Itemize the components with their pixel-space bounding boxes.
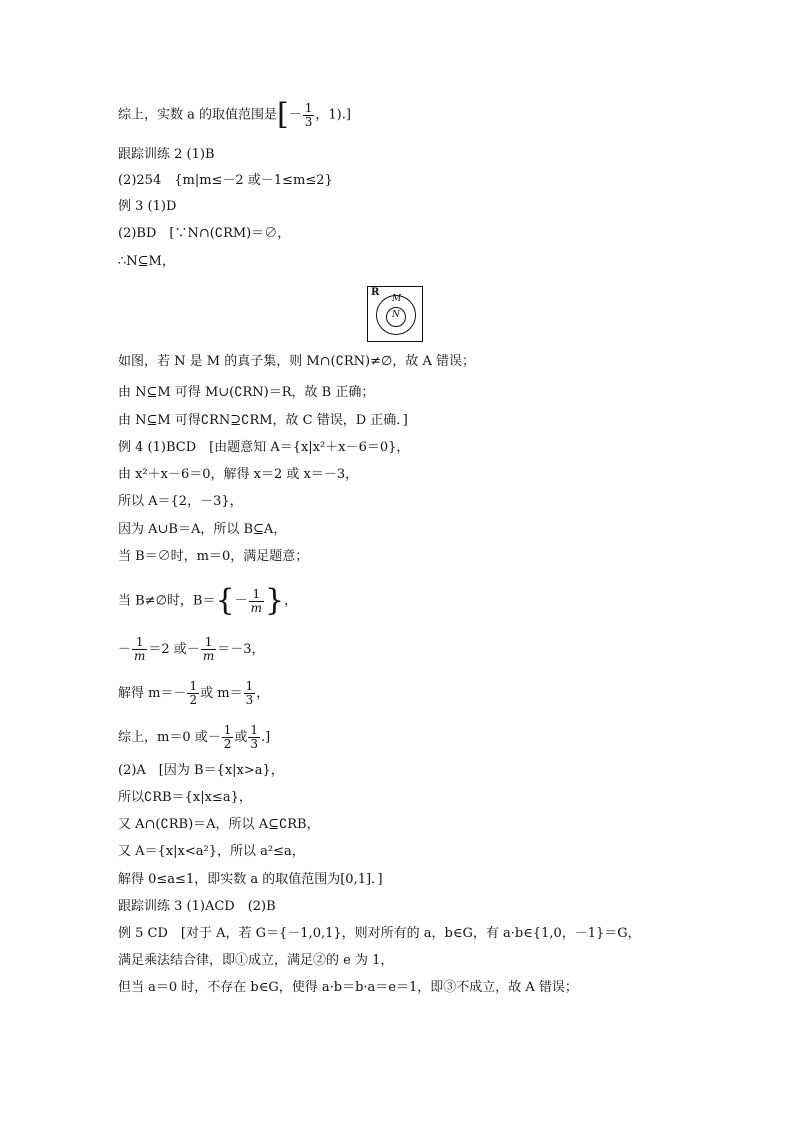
line-8: 由 N⊆M 可得 M∪(∁RN)＝R，故 B 正确； [118, 385, 375, 400]
line-4: 例 3 (1)D [118, 199, 177, 214]
line-14: 当 B＝∅时，m＝0，满足题意； [118, 549, 309, 564]
line-27: 但当 a＝0 时，不存在 b∈G，使得 a·b＝b·a＝e＝1，即③不成立，故 A 错误； [118, 980, 578, 995]
line-7: 如图，若 N 是 M 的真子集，则 M∩(∁RN)≠∅，故 A 错误； [118, 354, 475, 369]
line-24: 跟踪训练 3 (1)ACD (2)B [118, 899, 276, 914]
line-21: 又 A∩(∁RB)＝A，所以 A⊆∁RB， [118, 817, 320, 832]
venn-universe-label: R [371, 287, 380, 298]
line-5: (2)BD [∵N∩(∁RM)＝∅， [118, 226, 291, 241]
fraction: $\frac{1}{m}$ [202, 635, 215, 663]
venn-outer-label: M [392, 294, 402, 304]
line-20: 所以∁RB＝{x|x≤a}， [118, 790, 252, 805]
line-25: 例 5 CD [对于 A，若 G＝{－1,0,1}，则对所有的 a，b∈G，有 a·b∈{1,0，－1}＝G， [118, 926, 641, 941]
line-26: 满足乘法结合律，即①成立，满足②的 e 为 1， [118, 953, 394, 968]
line-10: 例 4 (1)BCD [由题意知 A＝{x|x²＋x－6＝0}， [118, 440, 410, 455]
line-11: 由 x²＋x－6＝0，解得 x＝2 或 x＝－3， [118, 467, 359, 482]
line-13: 因为 A∪B＝A，所以 B⊆A， [118, 522, 287, 537]
fraction: $\frac{1}{2}$ [189, 679, 198, 707]
line-3: (2)254 {m|m≤－2 或－1≤m≤2} [118, 173, 333, 188]
fraction: $\frac{1}{3}$ [245, 679, 254, 707]
line-22: 又 A＝{x|x<a²}，所以 a²≤a， [118, 844, 305, 859]
line-2: 跟踪训练 2 (1)B [118, 147, 215, 162]
fraction: $\frac{1}{2}$ [223, 723, 232, 751]
line-6: ∴N⊆M， [118, 254, 175, 269]
fraction: $\frac{1}{m}$ [134, 635, 146, 663]
line-23: 解得 0≤a≤1，即实数 a 的取值范围为[0,1]．] [118, 872, 383, 887]
venn-inner-label: N [392, 310, 400, 320]
fraction: $\frac{1}{m}$ [250, 586, 262, 615]
line-12: 所以 A＝{2，－3}， [118, 494, 243, 509]
venn-diagram [367, 286, 423, 342]
line-18: 综上，m＝0 或－ $\frac{1}{2}$ 或 $\frac{1}{3}$ .] [118, 723, 271, 751]
line-1: 综上，实数 a 的取值范围是[－ $\frac{1}{3}$ ，1).] [118, 97, 351, 132]
fraction: $\frac{1}{3}$ [304, 100, 313, 129]
line-1-post: ，1).] [315, 107, 351, 123]
line-17: 解得 m＝－ $\frac{1}{2}$ 或 m＝ $\frac{1}{3}$ ， [118, 679, 270, 707]
line-9: 由 N⊆M 可得∁RN⊇∁RM，故 C 错误，D 正确．] [118, 413, 408, 428]
line-15: 当 B≠∅时，B＝{－ $\frac{1}{m}$ }， [118, 583, 298, 618]
line-19: (2)A [因为 B＝{x|x>a}， [118, 763, 284, 778]
fraction: $\frac{1}{3}$ [250, 723, 259, 751]
line-16: － $\frac{1}{m}$ ＝2 或－ $\frac{1}{m}$ ＝－3， [118, 635, 265, 663]
line-1-pre: 综上，实数 a 的取值范围是 [118, 107, 278, 123]
